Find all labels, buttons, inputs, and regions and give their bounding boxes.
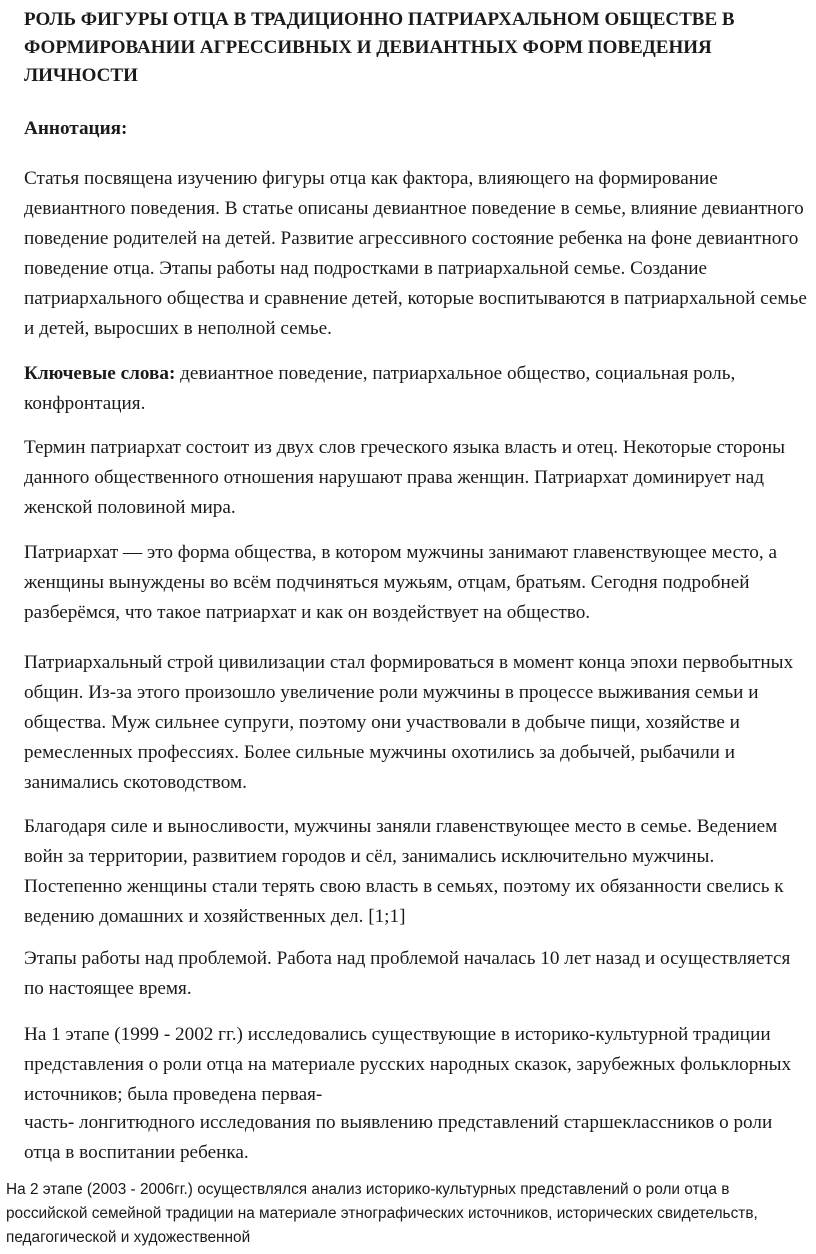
footer-paragraph: На 2 этапе (2003 - 2006гг.) осуществлялся анализ историко-культурных представлений о роли отца в российской семейной традиции на материале этнографических источников, исторических свидетельств, педагогической и художественной xyxy=(6,1181,758,1246)
paragraph-7: часть- лонгитюдного исследования по выявлению представлений старшеклассников о роли отца в воспитании ребенка. xyxy=(24,1112,773,1163)
keywords-label: Ключевые слова: xyxy=(24,363,176,384)
paragraph-1: Термин патриархат состоит из двух слов греческого языка власть и отец. Некоторые стороны данного общественного отношения нарушают права женщин. Патриархат доминирует над женской половиной мира. xyxy=(24,437,786,518)
paragraph-5: Этапы работы над проблемой. Работа над проблемой началась 10 лет назад и осуществляется по настоящее время. xyxy=(24,948,791,999)
paragraph-2: Патриархат — это форма общества, в котором мужчины занимают главенствующее место, а женщины вынуждены во всём подчиняться мужьям, отцам, братьям. Сегодня подробней разберёмся, что такое патриархат и как он воздействует на общество. xyxy=(24,542,777,623)
paragraph-6: На 1 этапе (1999 - 2002 гг.) исследовались существующие в историко-культурной традиции представления о роли отца на материале русских народных сказок, зарубежных фольклорных источников; была проведена первая- xyxy=(24,1024,792,1105)
keywords-paragraph xyxy=(24,359,809,419)
abstract-text: Статья посвящена изучению фигуры отца как фактора, влияющего на формирование девиантного поведения. В статье описаны девиантное поведение в семье, влияние девиантного поведение родителей на детей. Развитие агрессивного состояние ребенка на фоне девиантного поведение отца. Этапы работы над подростками в патриархальной семье. Создание патриархального общества и сравнение детей, которые воспитываются в патриархальной семье и детей, выросших в неполной семье. xyxy=(24,168,807,339)
document-title: РОЛЬ ФИГУРЫ ОТЦА В ТРАДИЦИОННО ПАТРИАРХАЛЬНОМ ОБЩЕСТВЕ В ФОРМИРОВАНИИ АГРЕССИВНЫХ И ДЕВИАНТНЫХ ФОРМ ПОВЕДЕНИЯ ЛИЧНОСТИ xyxy=(24,9,735,86)
paragraph-4: Благодаря силе и выносливости, мужчины заняли главенствующее место в семье. Ведением войн за территории, развитием городов и сёл, занимались исключительно мужчины. Постепенно женщины стали терять свою власть в семьях, поэтому их обязанности свелись к ведению домашних и хозяйственных дел. [1;1] xyxy=(24,816,784,927)
keywords-text: девиантное поведение, патриархальное общество, социальная роль, конфронтация. xyxy=(24,363,736,414)
paragraph-3: Патриархальный строй цивилизации стал формироваться в момент конца эпохи первобытных общин. Из-за этого произошло увеличение роли мужчины в процессе выживания семьи и общества. Муж сильнее супруги, поэтому они участвовали в добыче пищи, хозяйстве и ремесленных профессиях. Более сильные мужчины охотились за добычей, рыбачили и занимались скотоводством. xyxy=(24,652,794,793)
abstract-heading: Аннотация: xyxy=(24,118,128,139)
